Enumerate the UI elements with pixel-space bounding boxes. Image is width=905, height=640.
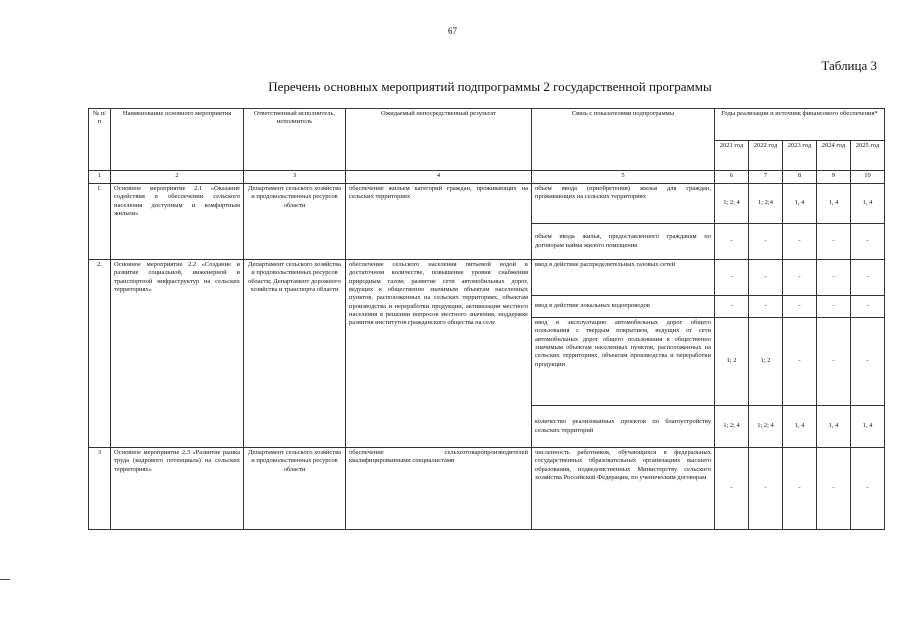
year-value: - — [749, 448, 783, 530]
header-year: 2022 год — [749, 141, 783, 171]
page-number: 67 — [448, 26, 457, 36]
year-value: - — [817, 224, 851, 260]
year-value: - — [715, 224, 749, 260]
header-link: Связь с показателями подпрограммы — [532, 109, 715, 171]
measure-name: Основное мероприятие 2.3 «Развитие рынка труда (кадрового потенциала) на сельских территориях» — [111, 448, 244, 530]
year-value: - — [817, 448, 851, 530]
year-value: 1; 2; 4 — [715, 184, 749, 224]
column-index: 4 — [346, 171, 532, 184]
year-value: 1; 2; 4 — [715, 406, 749, 448]
year-value: 1; 2; 4 — [749, 406, 783, 448]
indicator-link: объем ввода (приобретения) жилья для граждан, проживающих на сельских территориях — [532, 184, 715, 224]
column-index: 2 — [111, 171, 244, 184]
year-value: 1; 2;4 — [749, 184, 783, 224]
year-value: - — [817, 296, 851, 318]
row-num: 3 — [89, 448, 111, 530]
header-years-title: Годы реализации и источник финансового обеспечения* — [715, 109, 885, 141]
header-year: 2023 год — [783, 141, 817, 171]
year-value: 1, 4 — [783, 184, 817, 224]
year-value: 1, 4 — [851, 406, 885, 448]
indicator-link: численность работников, обучающихся в федеральных государственных образовательных организациях высшего образования, подведомственных Министерству сельского хозяйства Российской Федерации, по ученическим договорам — [532, 448, 715, 530]
expected-result: обеспечение жильем категорий граждан, проживающих на сельских территориях — [346, 184, 532, 260]
column-index: 5 — [532, 171, 715, 184]
expected-result: обеспечение сельского населения питьевой водой в достаточном количестве, повышение уровня снабжения природным газом; развитие сети автомобильных дорог, ведущих к общественно значимым объектам населенных пунктов, расположенных на сельских территориях, объектам производства и переработки продукции, активизация местного населения в решении вопросов местного значения, поддержке развития институтов гражданского общества на селе — [346, 260, 532, 448]
document-title: Перечень основных мероприятий подпрограммы 2 государственной программы — [268, 79, 712, 94]
row-num: 1. — [89, 184, 111, 260]
column-index: 6 — [715, 171, 749, 184]
indicator-link: количество реализованных проектов по благоустройству сельских территорий — [532, 406, 715, 448]
indicator-link: объем ввода жилья, предоставленного гражданам по договорам найма жилого помещения — [532, 224, 715, 260]
year-value: - — [715, 448, 749, 530]
header-year: 2021 год — [715, 141, 749, 171]
year-value: 1; 2 — [715, 318, 749, 406]
responsible-executor: Департамент сельского хозяйства и продовольственных ресурсов области; Департамент дорожного хозяйства и транспорта области — [244, 260, 346, 448]
responsible-executor: Департамент сельского хозяйства и продовольственных ресурсов области — [244, 448, 346, 530]
year-value: - — [749, 260, 783, 296]
table-label: Таблица 3 — [821, 58, 877, 73]
year-value: - — [783, 224, 817, 260]
indicator-link: ввод в действие распределительных газовых сетей — [532, 260, 715, 296]
header-num: № п/п — [89, 109, 111, 171]
year-value: - — [851, 224, 885, 260]
year-value: 1, 4 — [783, 406, 817, 448]
row-num: 2. — [89, 260, 111, 448]
indicator-link: ввод в действие локальных водопроводов — [532, 296, 715, 318]
year-value: 1, 4 — [817, 184, 851, 224]
column-index: 10 — [851, 171, 885, 184]
expected-result: обеспечение сельхозтоваропроизводителей квалифицированными специалистами — [346, 448, 532, 530]
header-year: 2024 год — [817, 141, 851, 171]
column-index: 3 — [244, 171, 346, 184]
column-index: 9 — [817, 171, 851, 184]
year-value: - — [783, 296, 817, 318]
year-value: 1; 2 — [749, 318, 783, 406]
indicator-link: ввод в эксплуатацию автомобильных дорог общего пользования с твердым покрытием, ведущих от сети автомобильных дорог общего пользования к общественно значимым объектам населенных пунктов, расположенных на сельских территориях, объектам производства и переработки продукции — [532, 318, 715, 406]
year-value: - — [817, 260, 851, 296]
year-value: 1, 4 — [851, 184, 885, 224]
header-responsible: Ответственный исполнитель, исполнитель — [244, 109, 346, 171]
margin-mark — [0, 579, 10, 580]
year-value: - — [715, 296, 749, 318]
measure-name: Основное мероприятие 2.2 «Создание и развитие социальной, инженерной и транспортной инфраструктур на сельских территориях» — [111, 260, 244, 448]
header-year: 2025 год — [851, 141, 885, 171]
year-value: - — [715, 260, 749, 296]
year-value: - — [749, 224, 783, 260]
year-value: - — [851, 318, 885, 406]
measure-name: Основное мероприятие 2.1 «Оказание содействия в обеспечении сельского населения доступным и комфортным жильем» — [111, 184, 244, 260]
header-result: Ожидаемый непосредственный результат — [346, 109, 532, 171]
year-value: - — [817, 318, 851, 406]
year-value: - — [851, 448, 885, 530]
column-index: 1 — [89, 171, 111, 184]
year-value: - — [783, 448, 817, 530]
year-value: - — [851, 260, 885, 296]
responsible-executor: Департамент сельского хозяйства и продовольственных ресурсов области — [244, 184, 346, 260]
year-value: 1, 4 — [817, 406, 851, 448]
year-value: - — [749, 296, 783, 318]
year-value: - — [783, 318, 817, 406]
year-value: - — [783, 260, 817, 296]
column-index: 7 — [749, 171, 783, 184]
year-value: - — [851, 296, 885, 318]
column-index: 8 — [783, 171, 817, 184]
measures-table — [88, 108, 885, 530]
header-name: Наименование основного мероприятия — [111, 109, 244, 171]
